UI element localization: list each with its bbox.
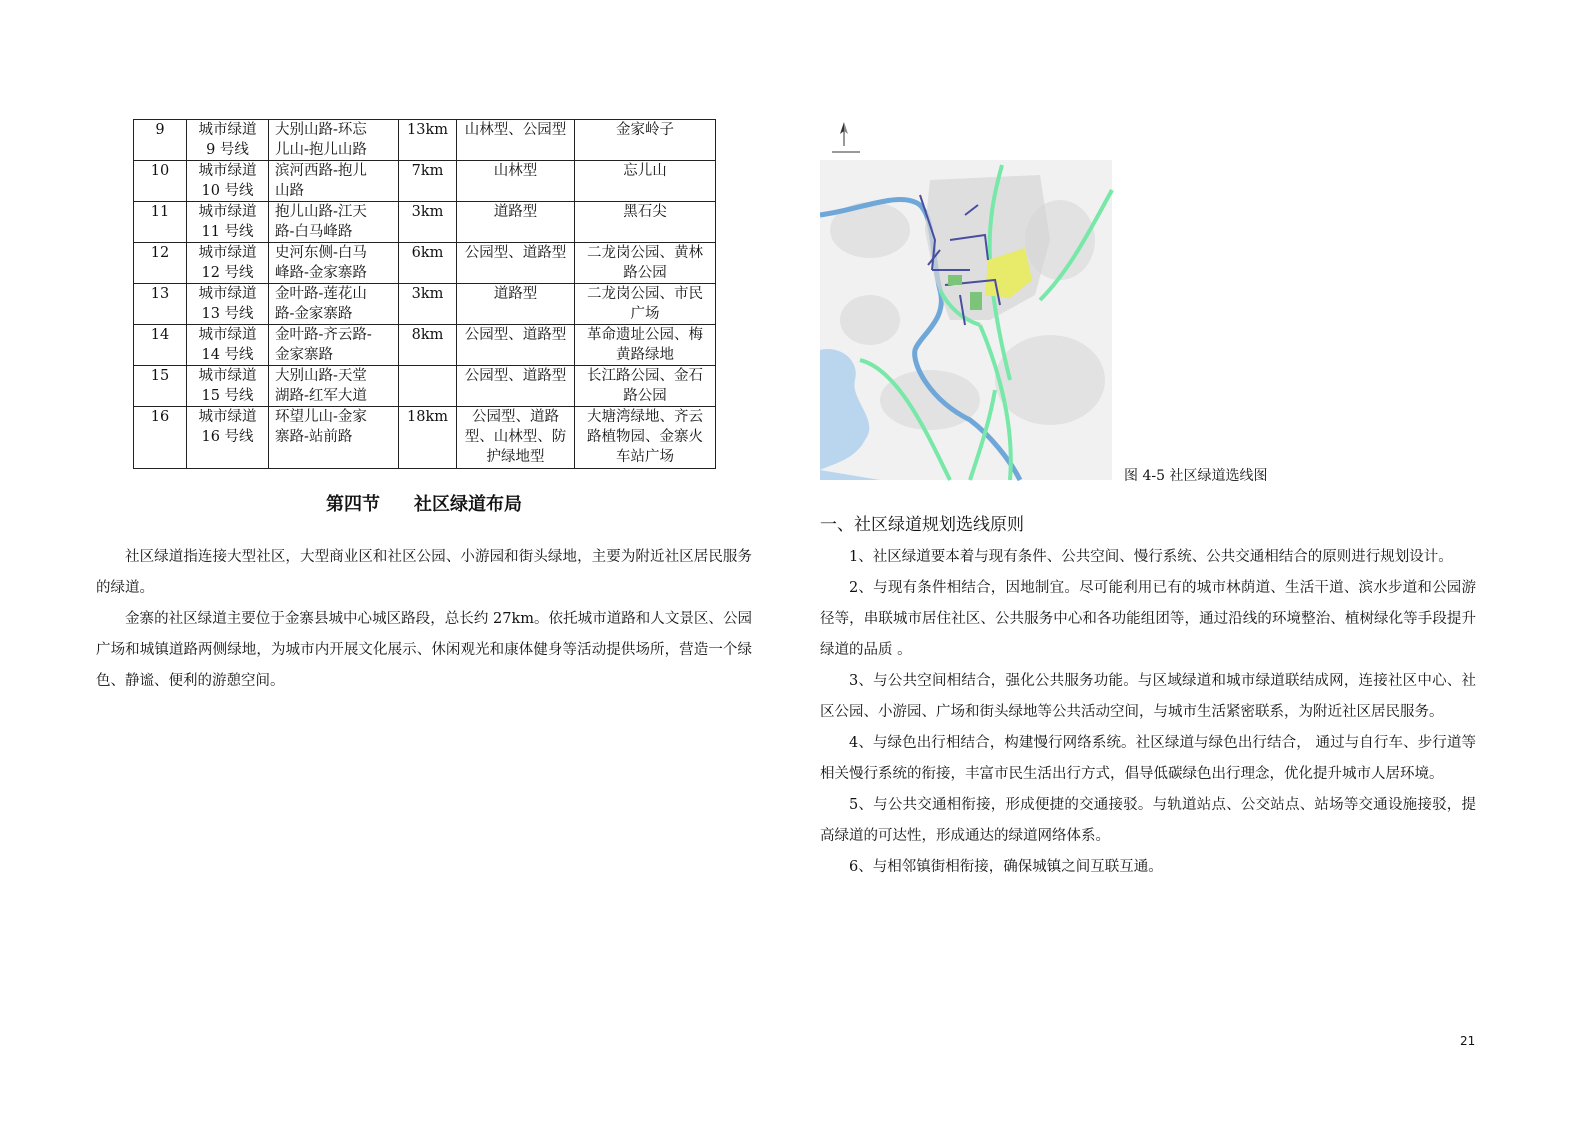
route-description [269,366,399,407]
route-description-line: 金叶路-齐云路- [275,327,372,343]
route-length: 7km [399,161,457,202]
key-nodes-line: 路公园 [623,265,667,281]
route-description [269,284,399,325]
key-nodes-line: 二龙岗公园、市民 [587,286,703,302]
table-row [134,202,716,243]
key-nodes [575,161,716,202]
route-length: 3km [399,284,457,325]
row-number: 12 [134,243,187,284]
paragraph: 5、与公共交通相衔接，形成便捷的交通接驳。与轨道站点、公交站点、站场等交通设施接驳，提高绿道的可达性，形成通达的绿道网络体系。 [820,797,1476,844]
row-number: 15 [134,366,187,407]
table-row [134,284,716,325]
greenway-name-line: 9 号线 [206,142,249,158]
key-nodes-line: 大塘湾绿地、齐云 [587,409,703,425]
row-number: 14 [134,325,187,366]
table-row [134,325,716,366]
greenway-name [187,366,269,407]
community-greenway-map [820,120,1115,482]
right-body-text [820,542,1476,883]
paragraph: 1、社区绿道要本着与现有条件、公共空间、慢行系统、公共交通相结合的原则进行规划设计。 [849,549,1453,565]
route-description-line: 抱儿山路-江天 [275,204,367,220]
greenway-name-line: 城市绿道 [198,245,257,261]
greenway-name-line: 城市绿道 [198,409,257,425]
greenway-name-line: 城市绿道 [198,327,257,343]
key-nodes-line: 黑石尖 [623,204,667,220]
row-number: 11 [134,202,187,243]
route-description-line: 大别山路-天堂 [275,368,367,384]
table-row [134,407,716,469]
greenway-type [457,325,575,366]
figure-caption: 图 4-5 社区绿道选线图 [1124,468,1268,484]
key-nodes-line: 路公园 [623,388,667,404]
route-description [269,407,399,469]
greenway-name-line: 10 号线 [201,183,254,199]
left-body-text [96,542,752,697]
key-nodes-line: 二龙岗公园、黄林 [587,245,703,261]
greenway-name [187,202,269,243]
paragraph: 2、与现有条件相结合，因地制宜。尽可能利用已有的城市林荫道、生活干道、滨水步道和公园游径等，串联城市居住社区、公共服务中心和各功能组团等，通过沿线的环境整治、植树绿化等手段提升绿道的品质 。 [820,580,1476,658]
greenway-name-line: 13 号线 [201,306,254,322]
key-nodes [575,366,716,407]
paragraph: 3、与公共空间相结合，强化公共服务功能。与区域绿道和城市绿道联结成网，连接社区中心、社区公园、小游园、广场和街头绿地等公共活动空间，与城市生活紧密联系，为附近社区居民服务。 [820,673,1476,720]
greenway-name-line: 11 号线 [201,224,254,240]
route-description-line: 大别山路-环忘 [275,122,367,138]
greenway-name-line: 16 号线 [201,429,254,445]
greenway-name-line: 城市绿道 [198,204,257,220]
greenway-type-line: 道路型 [493,204,538,220]
greenway-name [187,120,269,161]
greenway-name-line: 14 号线 [201,347,254,363]
greenway-type [457,202,575,243]
route-length: 13km [399,120,457,161]
paragraph: 6、与相邻镇街相衔接，确保城镇之间互联互通。 [849,859,1163,875]
greenway-type-line: 山林型、公园型 [464,122,567,138]
route-length: 6km [399,243,457,284]
route-description-line: 山路 [275,183,304,199]
key-nodes-line: 路植物园、金寨火 [587,429,703,445]
greenway-type [457,161,575,202]
section-heading: 社区绿道布局 [414,494,522,515]
paragraph: 社区绿道指连接大型社区，大型商业区和社区公园、小游园和街头绿地，主要为附近社区居民服务的绿道。 [96,549,752,596]
greenway-type-line: 公园型、道路 [472,409,559,425]
greenway-type [457,407,575,469]
route-length: 8km [399,325,457,366]
route-description [269,161,399,202]
key-nodes-line: 广场 [630,306,660,322]
route-description-line: 峰路-金家寨路 [275,265,367,281]
key-nodes-line: 长江路公园、金石 [587,368,703,384]
north-arrow-icon [832,122,860,152]
key-nodes-line: 忘儿山 [623,163,667,179]
row-number: 9 [134,120,187,161]
route-description [269,202,399,243]
greenway-name-line: 城市绿道 [198,163,257,179]
key-nodes [575,284,716,325]
row-number: 10 [134,161,187,202]
greenway-type-line: 公园型、道路型 [464,245,567,261]
key-nodes [575,202,716,243]
greenway-name-line: 12 号线 [201,265,254,281]
greenway-type [457,243,575,284]
greenway-type-line: 公园型、道路型 [464,368,567,384]
greenway-type-line: 道路型 [493,286,538,302]
section-number: 第四节 [326,494,380,515]
key-nodes-line: 革命遗址公园、梅 [587,327,703,343]
route-description-line: 儿山-抱儿山路 [275,142,367,158]
route-description-line: 路-白马峰路 [275,224,353,240]
key-nodes-line: 黄路绿地 [616,347,674,363]
greenway-type-line: 型、山林型、防 [464,429,567,445]
key-nodes-line: 金家岭子 [616,122,674,138]
route-description-line: 路-金家寨路 [275,306,353,322]
paragraph: 金寨的社区绿道主要位于金寨县城中心城区路段，总长约 27km。依托城市道路和人文景区、公园广场和城镇道路两侧绿地，为城市内开展文化展示、休闲观光和康体健身等活动提供场所，营造一个绿色、静谧、便利的游憩空间。 [96,611,752,689]
right-section-heading: 一、社区绿道规划选线原则 [820,515,1024,535]
greenway-name [187,407,269,469]
greenway-name-line: 城市绿道 [198,286,257,302]
route-description [269,243,399,284]
greenway-type-line: 公园型、道路型 [464,327,567,343]
table-row [134,161,716,202]
table-row [134,120,716,161]
row-number: 13 [134,284,187,325]
route-description-line: 滨河西路-抱儿 [275,163,367,179]
route-description-line: 寨路-站前路 [275,429,353,445]
route-description-line: 金家寨路 [275,347,333,363]
greenway-name [187,161,269,202]
greenway-type-line: 护绿地型 [486,449,545,465]
greenway-type-line: 山林型 [493,163,538,179]
section-title [133,490,715,516]
route-length: 3km [399,202,457,243]
greenway-name [187,325,269,366]
key-nodes-line: 车站广场 [616,449,674,465]
greenway-type [457,284,575,325]
greenway-name-line: 城市绿道 [198,122,257,138]
route-length: 18km [399,407,457,469]
greenway-name-line: 城市绿道 [198,368,257,384]
page-number: 21 [1460,1034,1476,1048]
row-number: 16 [134,407,187,469]
route-description-line: 金叶路-莲花山 [275,286,367,302]
greenway-name [187,243,269,284]
route-description-line: 环望儿山-金家 [275,409,367,425]
key-nodes [575,407,716,469]
key-nodes [575,243,716,284]
greenway-name-line: 15 号线 [201,388,254,404]
route-length [399,366,457,407]
route-description [269,325,399,366]
greenway-type [457,366,575,407]
key-nodes [575,325,716,366]
table-row [134,243,716,284]
key-nodes [575,120,716,161]
paragraph: 4、与绿色出行相结合，构建慢行网络系统。社区绿道与绿色出行结合， 通过与自行车、步行道等相关慢行系统的衔接，丰富市民生活出行方式，倡导低碳绿色出行理念，优化提升城市人居环境。 [820,735,1476,782]
route-description-line: 史河东侧-白马 [275,245,367,261]
greenway-name [187,284,269,325]
route-description [269,120,399,161]
greenway-type [457,120,575,161]
greenway-table [133,119,716,469]
table-row [134,366,716,407]
route-description-line: 湖路-红军大道 [275,388,367,404]
